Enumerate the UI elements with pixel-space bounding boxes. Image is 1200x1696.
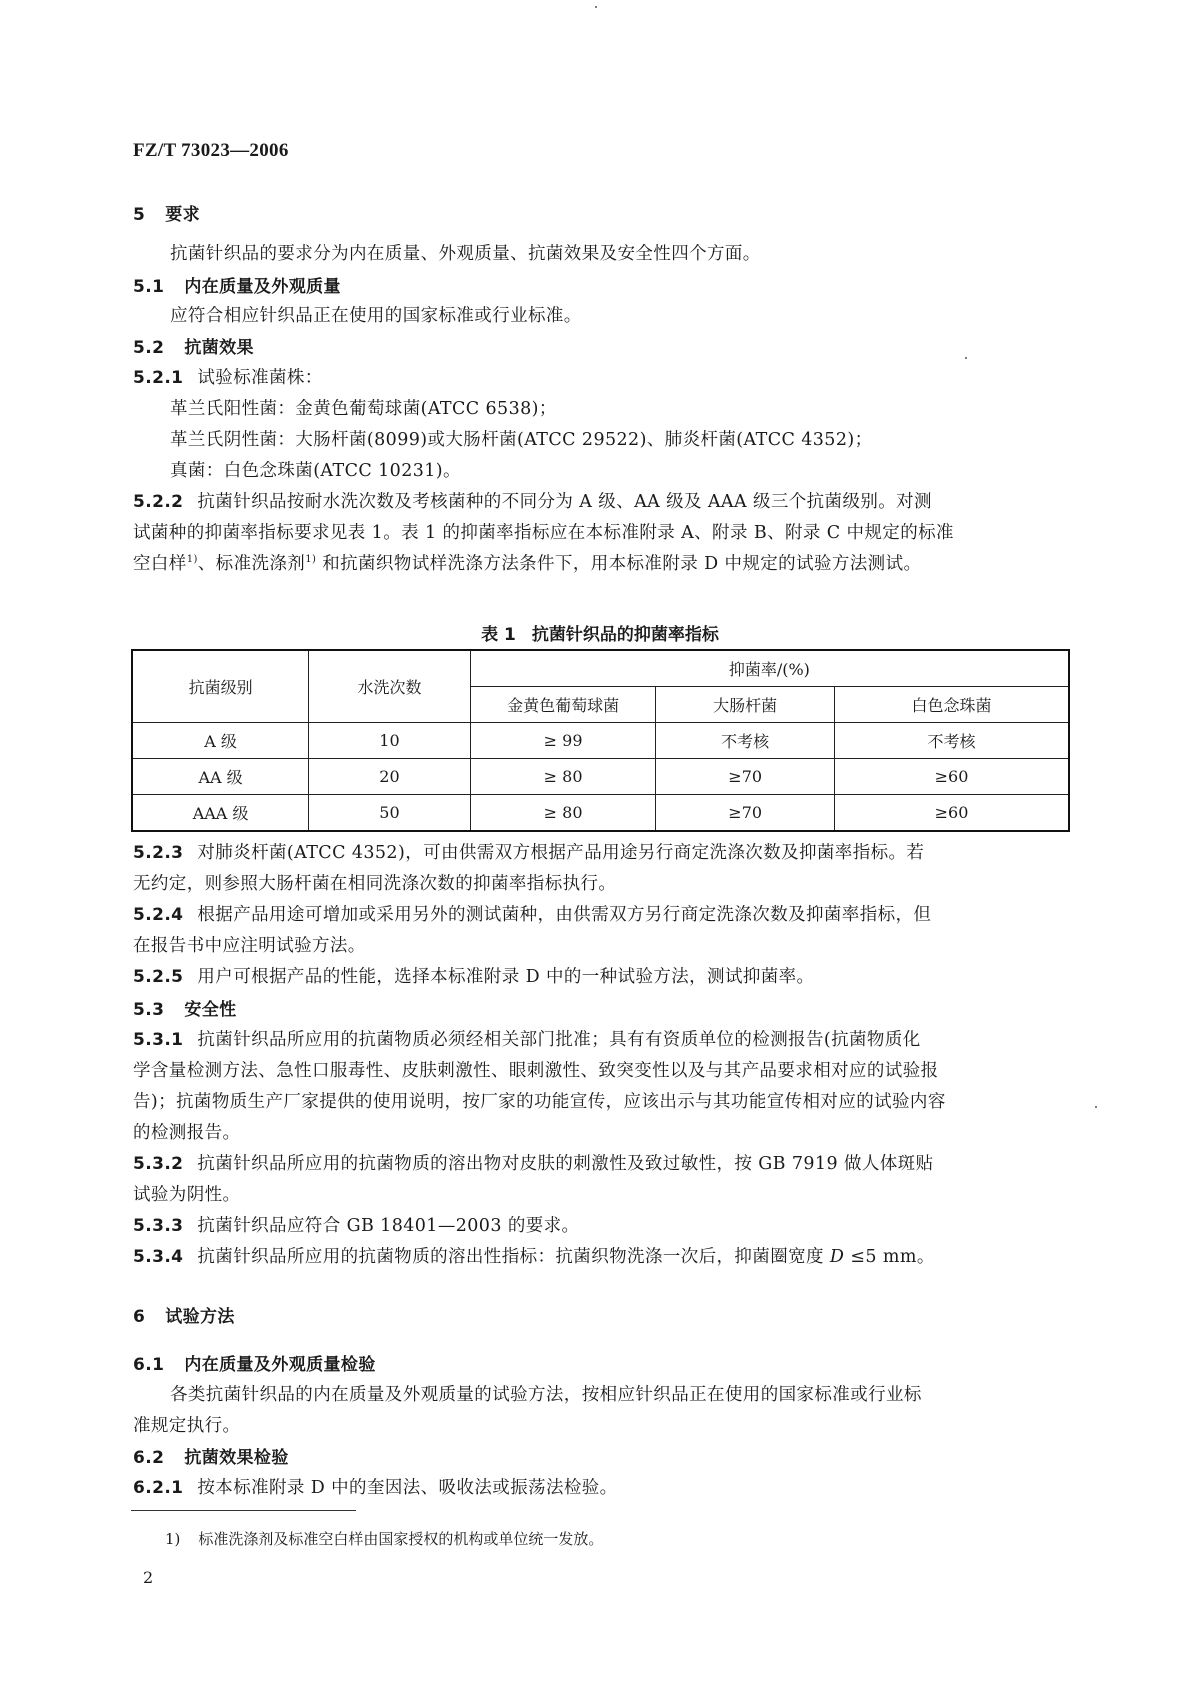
- header-organism: 白色念珠菌: [834, 687, 1069, 723]
- header-washes: 水洗次数: [309, 650, 471, 723]
- section-number: 5: [133, 205, 146, 225]
- section-title: 要求: [165, 205, 201, 225]
- clause-5-3-1-line2: 学含量检测方法、急性口服毒性、皮肤刺激性、眼刺激性、致突变性以及与其产品要求相对应的试验报: [133, 1061, 939, 1081]
- clause-6-2-1: [133, 1474, 618, 1499]
- cell-value: ≥ 80: [470, 795, 656, 832]
- clause-number: 5.3.2: [133, 1154, 184, 1174]
- section-number: 5.3: [133, 1000, 165, 1020]
- clause-text: 抗菌针织品按耐水洗次数及考核菌种的不同分为 A 级、AA 级及 AAA 级三个抗菌级别。对测: [197, 492, 932, 512]
- clause-5-3-2-line2: 试验为阴性。: [133, 1185, 241, 1205]
- table-row: [132, 759, 1069, 795]
- clause-number: 5.2.3: [133, 843, 184, 863]
- cell-value: ≥ 80: [470, 759, 656, 795]
- section-6-1-text-line2: 准规定执行。: [133, 1416, 241, 1436]
- strain-gram-positive: 革兰氏阳性菌：金黄色葡萄球菌(ATCC 6538)；: [170, 399, 557, 419]
- clause-number: 6.2.1: [133, 1478, 184, 1498]
- standard-number: FZ/T 73023—2006: [133, 140, 289, 161]
- section-6-heading: [133, 1302, 235, 1327]
- text-span: 空白样: [133, 554, 187, 574]
- section-6-2-heading: [133, 1443, 289, 1468]
- clause-number: 5.3.1: [133, 1030, 184, 1050]
- cell-value: ≥60: [834, 795, 1069, 832]
- footnote-ref[interactable]: 1): [186, 554, 198, 566]
- footnote-ref[interactable]: 1): [305, 554, 317, 566]
- text-span: 、标准洗涤剂: [197, 554, 306, 574]
- section-5-heading: [133, 200, 200, 225]
- clause-5-2-5: [133, 963, 814, 988]
- section-title: 内在质量及外观质量: [184, 277, 341, 297]
- clause-5-3-3: [133, 1212, 579, 1237]
- section-title: 试验方法: [165, 1307, 235, 1327]
- clause-5-2-2-line2: 试菌种的抑菌率指标要求见表 1。表 1 的抑菌率指标应在本标准附录 A、附录 B、附录 C 中规定的标准: [133, 523, 954, 543]
- cell-value: ≥70: [656, 795, 835, 832]
- scan-speck: [595, 6, 597, 8]
- clause-text: 抗菌针织品应符合 GB 18401—2003 的要求。: [197, 1216, 580, 1236]
- table-1-caption: [0, 620, 1200, 645]
- clause-number: 5.2.2: [133, 492, 184, 512]
- clause-text: 对肺炎杆菌(ATCC 4352)，可由供需双方根据产品用途另行商定洗涤次数及抑菌率指标。若: [197, 843, 925, 863]
- section-number: 6.1: [133, 1355, 165, 1375]
- clause-number: 5.2.4: [133, 905, 184, 925]
- section-5-1-heading: [133, 272, 341, 297]
- clause-5-2-2: [133, 488, 932, 513]
- cell-washes: 50: [309, 795, 471, 832]
- text-span: 和抗菌织物试样洗涤方法条件下，用本标准附录 D 中规定的试验方法测试。: [316, 554, 922, 574]
- clause-5-2-4-line2: 在报告书中应注明试验方法。: [133, 936, 366, 956]
- clause-number: 5.2.5: [133, 967, 184, 987]
- table-header-row: [132, 650, 1069, 687]
- cell-washes: 20: [309, 759, 471, 795]
- strain-fungus: 真菌：白色念珠菌(ATCC 10231)。: [170, 461, 461, 481]
- section-title: 内在质量及外观质量检验: [184, 1355, 376, 1375]
- section-title: 抗菌效果: [184, 338, 254, 358]
- clause-number: 5.2.1: [133, 368, 184, 388]
- section-number: 6.2: [133, 1448, 165, 1468]
- clause-5-3-1: [133, 1026, 921, 1051]
- clause-text: 按本标准附录 D 中的奎因法、吸收法或振荡法检验。: [197, 1478, 618, 1498]
- table-row: [132, 723, 1069, 759]
- clause-number: 5.3.3: [133, 1216, 184, 1236]
- clause-5-3-2: [133, 1150, 933, 1175]
- cell-value: ≥60: [834, 759, 1069, 795]
- section-5-3-heading: [133, 995, 237, 1020]
- cell-value: 不考核: [834, 723, 1069, 759]
- section-6-1-heading: [133, 1350, 376, 1375]
- clause-text: 试验标准菌株：: [197, 368, 323, 388]
- header-organism: 金黄色葡萄球菌: [470, 687, 656, 723]
- section-title: 安全性: [184, 1000, 237, 1020]
- table-antibacterial-rate: [131, 649, 1070, 832]
- clause-text: 用户可根据产品的性能，选择本标准附录 D 中的一种试验方法，测试抑菌率。: [197, 967, 815, 987]
- page-number: 2: [143, 1568, 154, 1587]
- footnote-text: 标准洗涤剂及标准空白样由国家授权的机构或单位统一发放。: [198, 1530, 604, 1548]
- clause-text: 抗菌针织品所应用的抗菌物质的溶出物对皮肤的刺激性及致过敏性，按 GB 7919 做人体斑贴: [197, 1154, 934, 1174]
- section-title: 抗菌效果检验: [184, 1448, 289, 1468]
- clause-5-3-1-line3: 告)；抗菌物质生产厂家提供的使用说明，按厂家的功能宣传，应该出示与其功能宣传相对应的试验内容: [133, 1092, 946, 1112]
- section-number: 6: [133, 1307, 146, 1327]
- clause-5-2-4: [133, 901, 931, 926]
- variable-symbol: D: [829, 1247, 845, 1267]
- section-5-intro: 抗菌针织品的要求分为内在质量、外观质量、抗菌效果及安全性四个方面。: [170, 244, 761, 264]
- clause-text: 根据产品用途可增加或采用另外的测试菌种，由供需双方另行商定洗涤次数及抑菌率指标，但: [197, 905, 932, 925]
- header-organism: 大肠杆菌: [656, 687, 835, 723]
- table-row: [132, 795, 1069, 832]
- clause-number: 5.3.4: [133, 1247, 184, 1267]
- clause-text: ≤5 mm。: [844, 1247, 935, 1267]
- strain-gram-negative: 革兰氏阴性菌：大肠杆菌(8099)或大肠杆菌(ATCC 29522)、肺炎杆菌(ATCC 4352)；: [170, 430, 873, 450]
- cell-grade: A 级: [132, 723, 309, 759]
- cell-washes: 10: [309, 723, 471, 759]
- section-number: 5.1: [133, 277, 165, 297]
- table-title: 抗菌针织品的抑菌率指标: [531, 625, 719, 645]
- header-grade: 抗菌级别: [132, 650, 309, 723]
- clause-5-2-3-line2: 无约定，则参照大肠杆菌在相同洗涤次数的抑菌率指标执行。: [133, 874, 617, 894]
- scan-speck: [965, 357, 967, 359]
- section-number: 5.2: [133, 338, 165, 358]
- section-5-2-heading: [133, 333, 254, 358]
- table-number: 表 1: [481, 625, 516, 645]
- clause-5-3-4: [133, 1243, 935, 1268]
- cell-value: 不考核: [656, 723, 835, 759]
- clause-5-2-2-line3: [133, 550, 921, 575]
- section-5-1-text: 应符合相应针织品正在使用的国家标准或行业标准。: [170, 306, 582, 326]
- clause-text: 抗菌针织品所应用的抗菌物质必须经相关部门批准；具有有资质单位的检测报告(抗菌物质化: [197, 1030, 921, 1050]
- clause-5-2-1: [133, 364, 323, 389]
- cell-grade: AA 级: [132, 759, 309, 795]
- footnote-mark: 1): [165, 1530, 181, 1548]
- clause-5-3-1-line4: 的检测报告。: [133, 1123, 241, 1143]
- cell-value: ≥ 99: [470, 723, 656, 759]
- clause-5-2-3: [133, 839, 924, 864]
- footnote: [165, 1528, 603, 1549]
- footnote-separator: [131, 1510, 356, 1511]
- header-rate-group: 抑菌率/(%): [470, 650, 1069, 687]
- scan-speck: [1095, 1106, 1097, 1108]
- cell-grade: AAA 级: [132, 795, 309, 832]
- section-6-1-text-line1: 各类抗菌针织品的内在质量及外观质量的试验方法，按相应针织品正在使用的国家标准或行业标: [170, 1385, 922, 1405]
- cell-value: ≥70: [656, 759, 835, 795]
- clause-text: 抗菌针织品所应用的抗菌物质的溶出性指标：抗菌织物洗涤一次后，抑菌圈宽度: [197, 1247, 830, 1267]
